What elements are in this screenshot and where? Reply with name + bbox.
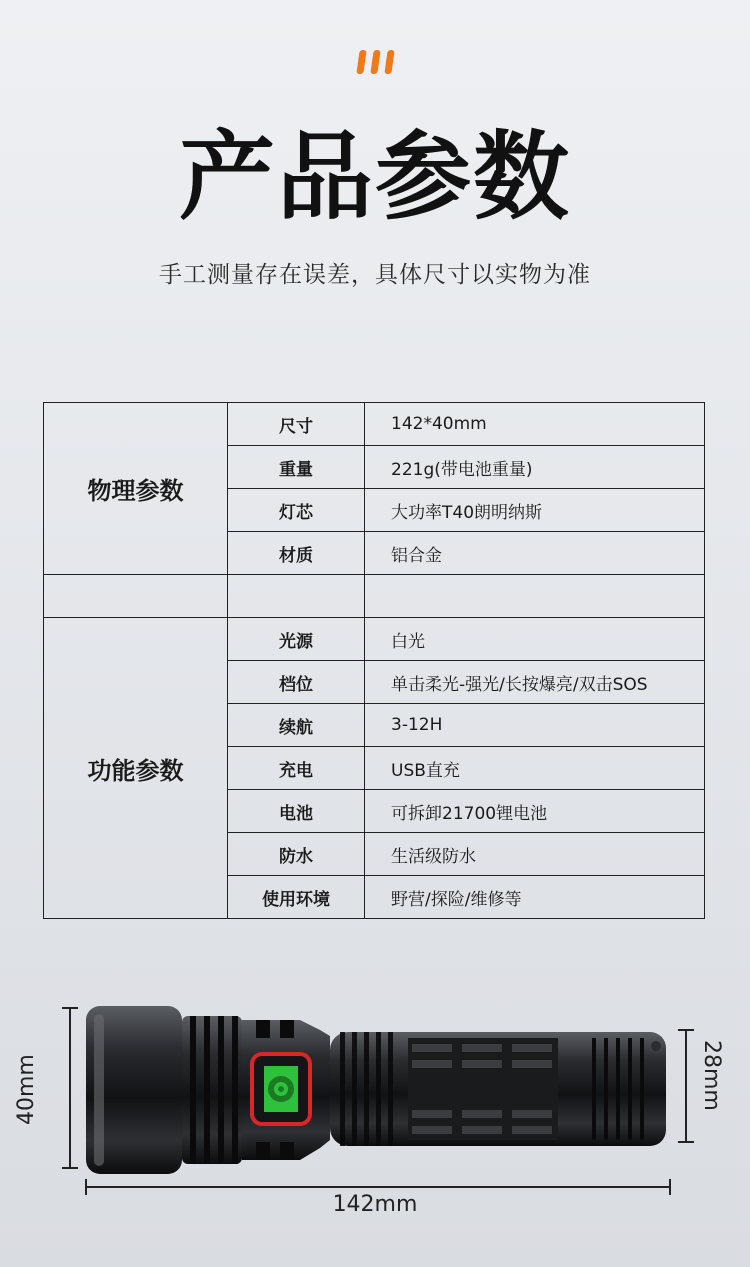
group-label: 功能参数 (44, 618, 228, 919)
spec-key: 材质 (228, 532, 365, 575)
spec-value: 生活级防水 (365, 833, 705, 876)
spec-value: USB直充 (365, 747, 705, 790)
spec-key: 充电 (228, 747, 365, 790)
table-row (44, 618, 705, 661)
tail-label: 28mm (699, 1040, 724, 1111)
spec-key: 重量 (228, 446, 365, 489)
spec-key: 电池 (228, 790, 365, 833)
spec-value: 大功率T40朗明纳斯 (365, 489, 705, 532)
spec-value: 3-12H (365, 704, 705, 747)
height-dimension-line (62, 1008, 78, 1168)
page-subtitle: 手工测量存在误差，具体尺寸以实物为准 (159, 262, 591, 288)
title-decoration (358, 50, 398, 74)
tail-dimension-line (678, 1030, 694, 1142)
spec-value: 可拆卸21700锂电池 (365, 790, 705, 833)
table-row (44, 403, 705, 446)
spec-key: 档位 (228, 661, 365, 704)
product-illustration (0, 990, 750, 1217)
spec-key: 续航 (228, 704, 365, 747)
power-button-icon (252, 1054, 310, 1124)
height-label: 40mm (14, 1054, 39, 1125)
spec-key: 防水 (228, 833, 365, 876)
empty-cell (44, 575, 228, 618)
page-title: 产品参数 (179, 121, 571, 233)
spec-key: 光源 (228, 618, 365, 661)
spec-value: 单击柔光-强光/长按爆亮/双击SOS (365, 661, 705, 704)
spec-value: 白光 (365, 618, 705, 661)
table-spacer-row (44, 575, 705, 618)
spec-key: 使用环境 (228, 876, 365, 919)
empty-cell (365, 575, 705, 618)
spec-value: 221g(带电池重量) (365, 446, 705, 489)
flashlight-body (86, 1006, 666, 1174)
spec-value: 142*40mm (365, 403, 705, 446)
spec-value: 铝合金 (365, 532, 705, 575)
spec-key: 灯芯 (228, 489, 365, 532)
spec-table (43, 402, 705, 919)
spec-value: 野营/探险/维修等 (365, 876, 705, 919)
empty-cell (228, 575, 365, 618)
group-label: 物理参数 (44, 403, 228, 575)
flashlight-image (0, 990, 750, 1210)
spec-key: 尺寸 (228, 403, 365, 446)
length-label: 142mm (332, 1192, 418, 1217)
